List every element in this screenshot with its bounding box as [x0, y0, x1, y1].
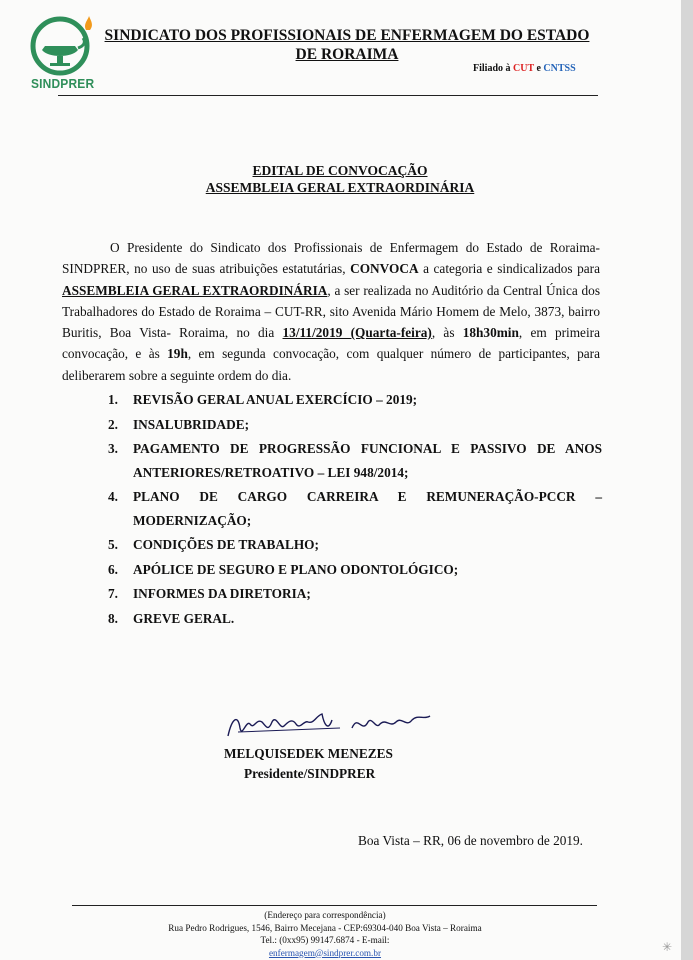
- agenda-item-number: 3.: [108, 441, 118, 456]
- agenda-item-number: 2.: [108, 416, 118, 432]
- agenda-item-text: REVISÃO GERAL ANUAL EXERCÍCIO – 2019;: [133, 392, 418, 407]
- agenda-item: [108, 607, 602, 631]
- agenda-item-text: APÓLICE DE SEGURO E PLANO ODONTOLÓGICO;: [133, 561, 459, 577]
- header-divider: [58, 95, 598, 96]
- agenda-item-number: 5.: [108, 537, 118, 552]
- affiliation-and: e: [536, 63, 541, 74]
- agenda-item-number: 4.: [108, 489, 118, 504]
- signatory-name: MELQUISEDEK MENEZES: [224, 746, 393, 761]
- footer-phone: Tel.: (0xx95) 99147.6874 - E-mail:: [260, 935, 390, 945]
- body-convoca: CONVOCA: [350, 261, 419, 277]
- agenda-item: [108, 413, 602, 437]
- agenda-item: [108, 533, 602, 557]
- agenda-item: [108, 485, 602, 532]
- body-text-2: a categoria e sindicalizados para: [418, 261, 600, 277]
- body-time-second: 19h: [167, 346, 188, 362]
- corner-star-icon: ✳: [662, 940, 673, 954]
- notice-heading-line2: ASSEMBLEIA GERAL EXTRAORDINÁRIA: [205, 180, 475, 195]
- footer-address: Rua Pedro Rodrigues, 1546, Bairro Mecejana - CEP:69304-040 Boa Vista – Roraima: [168, 922, 482, 933]
- agenda-list: [108, 388, 602, 631]
- handwritten-signature: [220, 708, 450, 748]
- notice-heading-line1: EDITAL DE CONVOCAÇÃO: [252, 163, 428, 178]
- notice-body: [62, 237, 600, 386]
- union-name-line2: DE RORAIMA: [295, 46, 399, 63]
- body-text-6: , em segunda convocação, com qualquer número de participantes, para deliberarem sobre a seguinte ordem do dia.: [62, 346, 600, 383]
- signatory-role: Presidente/SINDPRER: [244, 766, 376, 781]
- signatory-block: [224, 744, 393, 784]
- body-date: 13/11/2019 (Quarta-feira): [282, 325, 432, 341]
- body-text-5: , em primeira convocação, e às: [62, 325, 600, 362]
- page-edge: [681, 0, 693, 960]
- agenda-item-text: PAGAMENTO DE PROGRESSÃO FUNCIONAL E PASSIVO DE ANOS ANTERIORES/RETROATIVO – LEI 948/2014;: [133, 441, 602, 480]
- footer-divider: [72, 905, 597, 906]
- body-text-4: , às: [431, 325, 463, 341]
- body-assembly-name: ASSEMBLEIA GERAL EXTRAORDINÁRIA: [62, 282, 328, 298]
- agenda-item: [108, 388, 602, 412]
- union-name-line1: SINDICATO DOS PROFISSIONAIS DE ENFERMAGEM DO ESTADO: [104, 27, 590, 44]
- footer-email-link[interactable]: enfermagem@sindprer.com.br: [268, 947, 382, 958]
- affiliation-cut: CUT: [513, 63, 534, 74]
- logo-wordmark: SINDPRER: [31, 76, 95, 91]
- agenda-item-text: GREVE GERAL.: [133, 610, 235, 626]
- body-time-first: 18h30min: [462, 325, 519, 341]
- agenda-item-text: CONDIÇÕES DE TRABALHO;: [133, 537, 319, 552]
- agenda-item-text: INSALUBRIDADE;: [133, 416, 249, 432]
- affiliation: [473, 63, 576, 74]
- footer-contact: [90, 934, 560, 959]
- union-name: [102, 26, 592, 64]
- agenda-item-text: INFORMES DA DIRETORIA;: [133, 586, 311, 601]
- agenda-item-number: 8.: [108, 610, 118, 626]
- affiliation-prefix: Filiado à: [473, 63, 511, 74]
- agenda-item: [108, 582, 602, 606]
- agenda-item: [108, 437, 602, 484]
- body-text-1: O Presidente do Sindicato dos Profissionais de Enfermagem do Estado de Roraima-SINDPRER, no uso de suas atribuições estatutárias,: [62, 240, 600, 277]
- footer: [90, 909, 560, 959]
- notice-heading: [120, 162, 560, 196]
- agenda-item-number: 1.: [108, 392, 118, 407]
- notice-paragraph: [62, 237, 600, 386]
- agenda-item-text: PLANO DE CARGO CARREIRA E REMUNERAÇÃO-PCCR – MODERNIZAÇÃO;: [133, 489, 602, 528]
- footer-address-label: (Endereço para correspondência): [264, 910, 386, 920]
- agenda-item-number: 7.: [108, 586, 118, 601]
- agenda-item: [108, 558, 602, 582]
- body-text-3: , a ser realizada no Auditório da Central Única dos Trabalhadores do Estado de Roraima – CUT-RR, sito Avenida Mário Homem de Melo, 3873, bairro Buritis, Boa Vista- Roraima, no dia: [62, 282, 600, 341]
- affiliation-cntss: CNTSS: [543, 63, 576, 74]
- place-and-date: Boa Vista – RR, 06 de novembro de 2019.: [358, 833, 583, 848]
- agenda-item-number: 6.: [108, 561, 118, 577]
